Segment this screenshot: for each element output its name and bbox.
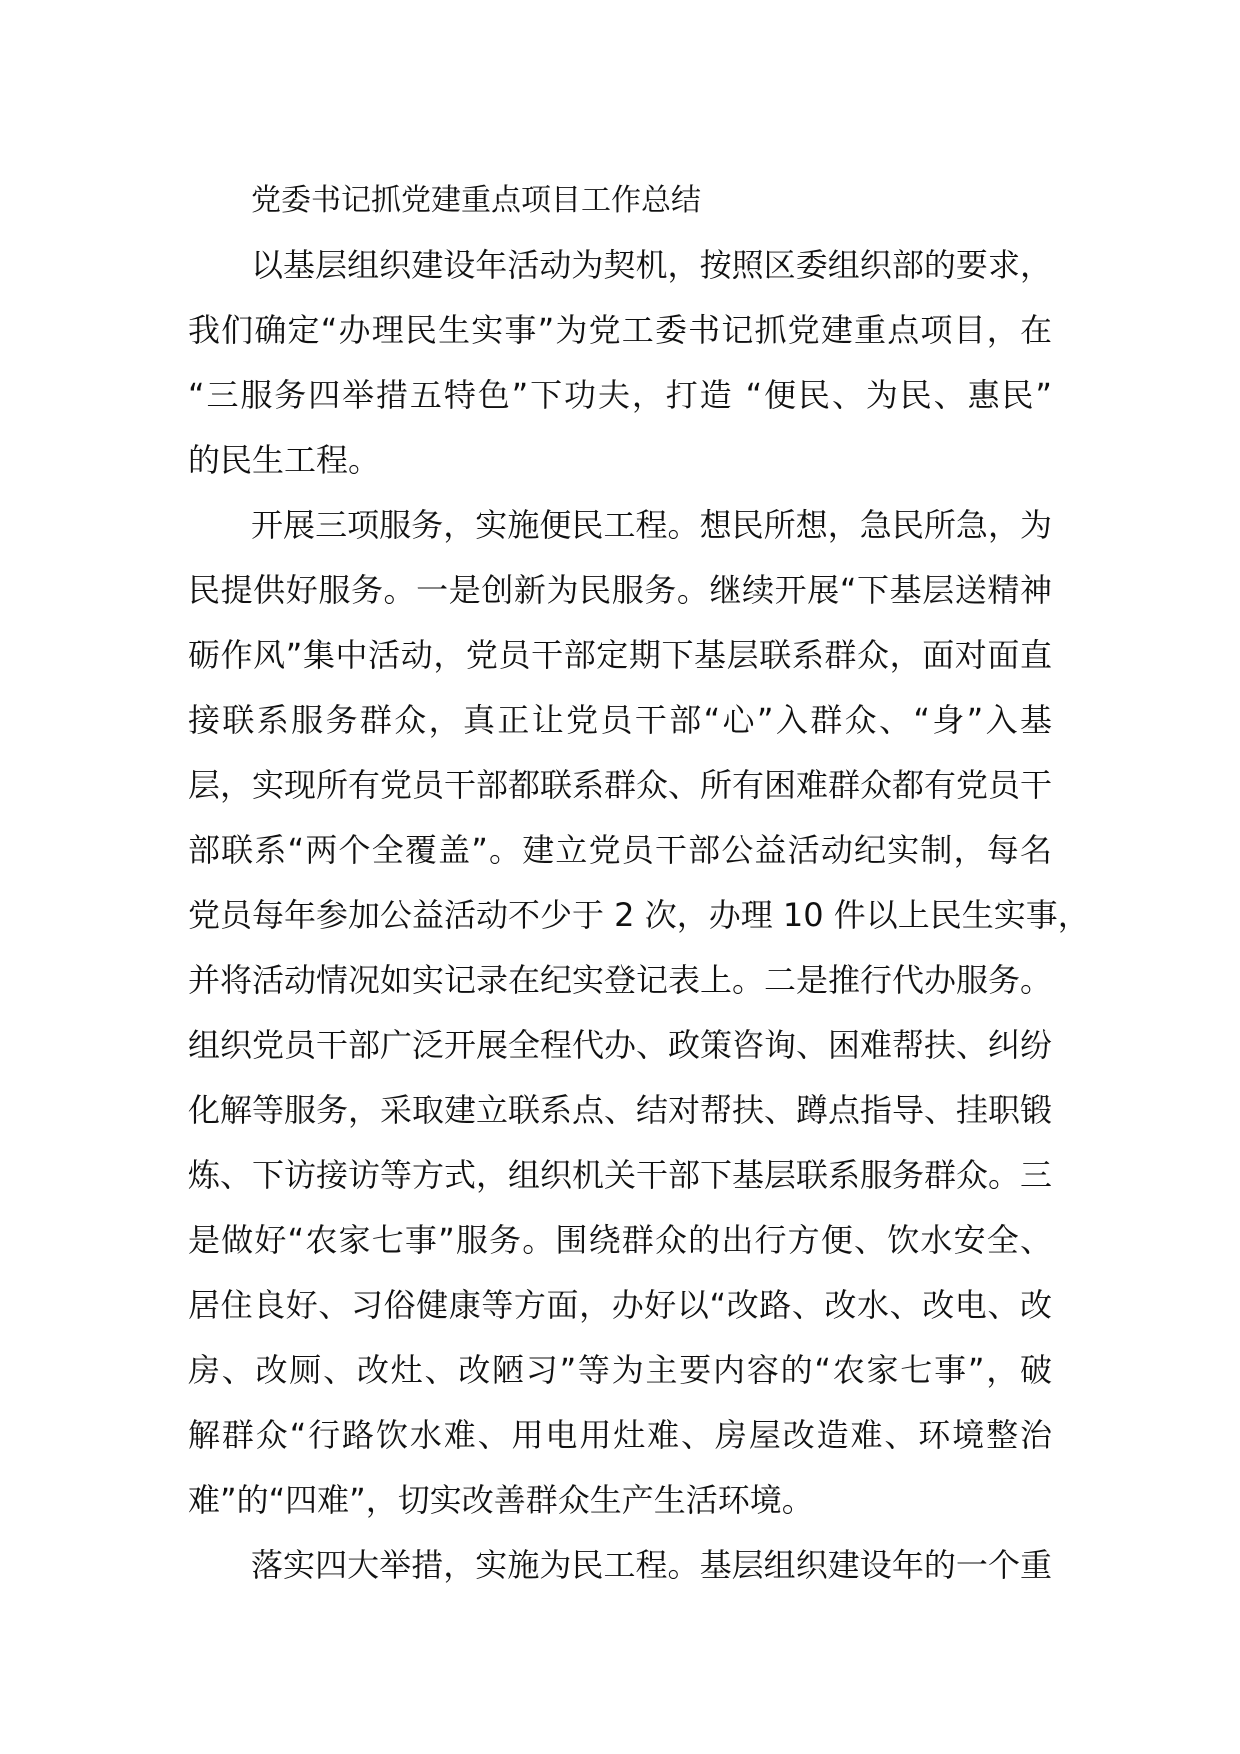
paragraph-line: 落实四大举措，实施为民工程。基层组织建设年的一个重 (251, 1546, 1052, 1584)
paragraph-line: 炼、下访接访等方式，组织机关干部下基层联系服务群众。三 (188, 1156, 1053, 1194)
document-body (188, 168, 1090, 1598)
paragraph-intro (188, 233, 1052, 493)
paragraph-line: 党员每年参加公益活动不少于 2 次，办理 10 件以上民生实事， (188, 896, 1090, 934)
paragraph-line: “三服务四举措五特色”下功夫，打造 “便民、为民、惠民” (188, 376, 1052, 414)
paragraph-line: 难”的“四难”，切实改善群众生产生活环境。 (188, 1481, 814, 1519)
paragraph-line: 并将活动情况如实记录在纪实登记表上。二是推行代办服务。 (188, 961, 1053, 999)
paragraph-line: 民提供好服务。一是创新为民服务。继续开展“下基层送精神 (188, 571, 1052, 609)
paragraph-line: 房、改厕、改灶、改陋习”等为主要内容的“农家七事”，破 (188, 1351, 1052, 1389)
paragraph-line: 我们确定“办理民生实事”为党工委书记抓党建重点项目，在 (188, 311, 1052, 349)
paragraph-line: 层，实现所有党员干部都联系群众、所有困难群众都有党员干 (188, 766, 1053, 804)
paragraph-line: 接联系服务群众，真正让党员干部“心”入群众、“身”入基 (188, 701, 1052, 739)
paragraph-services (188, 493, 1090, 1533)
paragraph-line: 以基层组织建设年活动为契机，按照区委组织部的要求， (251, 246, 1052, 284)
paragraph-line: 组织党员干部广泛开展全程代办、政策咨询、困难帮扶、纠纷 (188, 1026, 1053, 1064)
document-title: 党委书记抓党建重点项目工作总结 (251, 183, 701, 218)
paragraph-measures (188, 1533, 1052, 1598)
paragraph-line: 砺作风”集中活动，党员干部定期下基层联系群众，面对面直 (188, 636, 1052, 674)
paragraph-line: 部联系“两个全覆盖”。建立党员干部公益活动纪实制，每名 (188, 831, 1052, 869)
paragraph-line: 居住良好、习俗健康等方面，办好以“改路、改水、改电、改 (188, 1286, 1052, 1324)
paragraph-line: 化解等服务，采取建立联系点、结对帮扶、蹲点指导、挂职锻 (188, 1091, 1053, 1129)
paragraph-line: 解群众“行路饮水难、用电用灶难、房屋改造难、环境整治 (188, 1416, 1052, 1454)
paragraph-line: 的民生工程。 (188, 441, 381, 479)
paragraph-line: 开展三项服务，实施便民工程。想民所想，急民所急，为 (251, 506, 1052, 544)
paragraph-line: 是做好“农家七事”服务。围绕群众的出行方便、饮水安全、 (188, 1221, 1052, 1259)
